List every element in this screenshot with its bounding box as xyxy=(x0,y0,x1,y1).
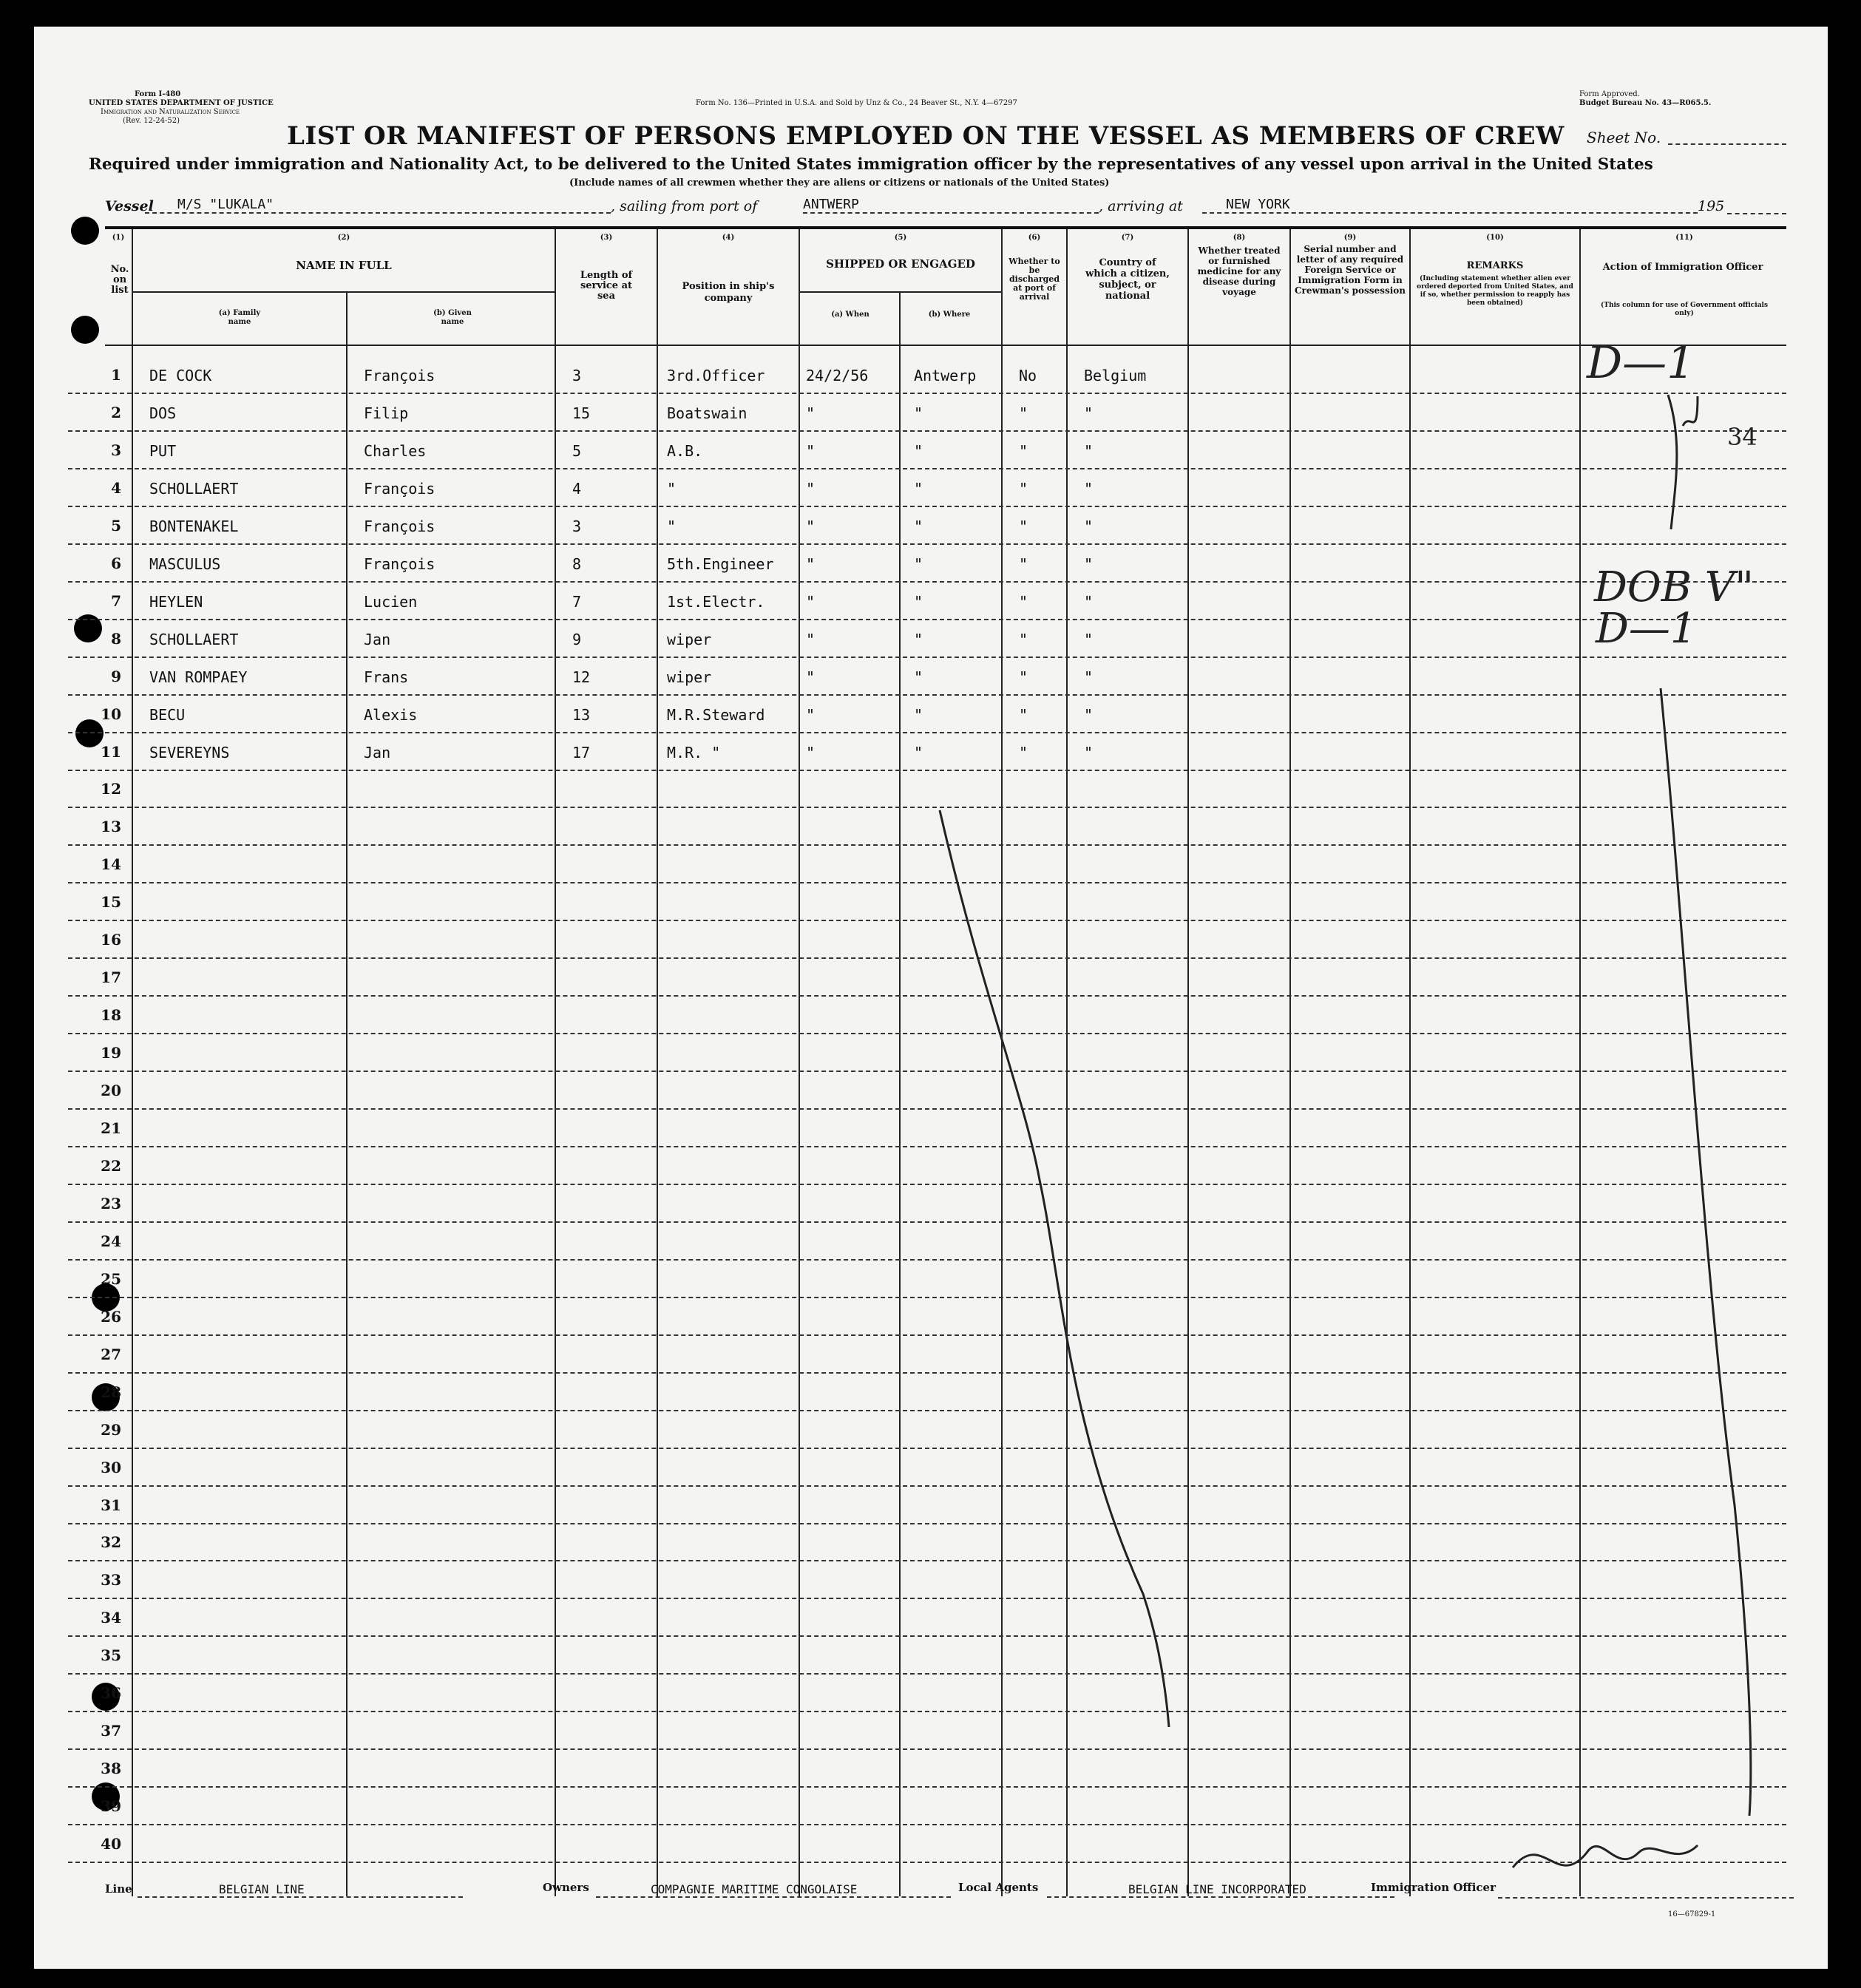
row-number: 25 xyxy=(101,1269,121,1288)
length-of-service: 12 xyxy=(572,668,591,686)
position: 1st.Electr. xyxy=(667,592,765,611)
port-of-arrival: NEW YORK xyxy=(1202,197,1698,214)
row-number: 18 xyxy=(101,1006,121,1025)
row-number: 15 xyxy=(101,893,121,912)
length-of-service: 9 xyxy=(572,630,582,648)
service-name: Immigration and Naturalization Service xyxy=(101,108,240,116)
length-of-service: 4 xyxy=(572,479,582,498)
local-agents-value: BELGIAN LINE INCORPORATED xyxy=(1047,1882,1394,1898)
col-9-number: (9) xyxy=(1343,234,1357,242)
revision: (Rev. 12-24-52) xyxy=(123,117,180,125)
row-number: 39 xyxy=(101,1797,121,1816)
country: " xyxy=(1084,630,1094,648)
discharged: " xyxy=(1019,592,1028,611)
family-name: SEVEREYNS xyxy=(149,743,230,761)
given-name: Charles xyxy=(364,441,427,460)
discharged: " xyxy=(1019,630,1028,648)
col-10-header: REMARKS xyxy=(1466,260,1524,271)
family-name: MASCULUS xyxy=(149,554,221,573)
shipped-where: " xyxy=(914,554,923,573)
row-number: 14 xyxy=(101,855,121,874)
shipped-where: " xyxy=(914,630,923,648)
country: " xyxy=(1084,705,1094,724)
row-number: 26 xyxy=(101,1307,121,1326)
row-number: 8 xyxy=(111,629,121,648)
col-7-header: Country of which a citizen, subject, or national xyxy=(1085,257,1170,302)
row-number: 40 xyxy=(101,1835,121,1853)
row-number: 13 xyxy=(101,818,121,836)
port-of-departure: ANTWERP xyxy=(803,197,1099,214)
row-number: 21 xyxy=(101,1119,121,1137)
row-number: 34 xyxy=(101,1609,121,1627)
row-number: 3 xyxy=(111,441,121,459)
col-1-number: (1) xyxy=(112,234,125,242)
discharged: " xyxy=(1019,554,1028,573)
col-11-note: (This column for use of Government officials only) xyxy=(1600,302,1769,317)
row-number: 23 xyxy=(101,1194,121,1212)
officer-count: 34 xyxy=(1727,423,1757,451)
shipped-when: " xyxy=(806,743,816,761)
given-name: François xyxy=(364,367,435,384)
country: " xyxy=(1084,517,1094,535)
row-number: 16 xyxy=(101,931,121,949)
row-number: 30 xyxy=(101,1458,121,1476)
length-of-service: 5 xyxy=(572,441,582,460)
include-note: (Include names of all crewmen whether they are aliens or citizens or nationals of the United States) xyxy=(569,177,1110,189)
row-number: 10 xyxy=(101,705,121,723)
year-label: 195 xyxy=(1698,198,1725,214)
discharged: " xyxy=(1019,668,1028,686)
discharged: No xyxy=(1019,367,1037,384)
col-1-header: No. on list xyxy=(110,264,129,296)
shipped-when: " xyxy=(806,705,816,724)
shipped-where: " xyxy=(914,479,923,498)
row-number: 2 xyxy=(111,403,121,421)
col-3-header: Length of service at sea xyxy=(580,270,633,302)
discharged: " xyxy=(1019,404,1028,422)
family-name: VAN ROMPAEY xyxy=(149,668,248,686)
given-name: Filip xyxy=(364,404,409,422)
given-name: Frans xyxy=(364,668,409,686)
shipped-when: " xyxy=(806,592,816,611)
col-5-header: SHIPPED OR ENGAGED xyxy=(826,257,975,271)
col-6-number: (6) xyxy=(1028,234,1041,242)
shipped-where: " xyxy=(914,517,923,535)
discharged: " xyxy=(1019,517,1028,535)
length-of-service: 13 xyxy=(572,705,591,724)
department: UNITED STATES DEPARTMENT OF JUSTICE xyxy=(89,99,274,107)
officer-mark-d1: D—1 xyxy=(1587,337,1695,389)
row-number: 20 xyxy=(101,1082,121,1100)
shipped-where: " xyxy=(914,404,923,422)
position: " xyxy=(667,517,677,535)
position: " xyxy=(667,479,677,498)
country: " xyxy=(1084,479,1094,498)
position: A.B. xyxy=(667,441,703,460)
given-name: Jan xyxy=(364,743,391,761)
shipped-when: 24/2/56 xyxy=(806,367,869,384)
family-name: DOS xyxy=(149,404,177,422)
form-id: Form I-480 xyxy=(135,90,181,98)
country: " xyxy=(1084,441,1094,460)
col-5b-header: (b) Where xyxy=(928,311,971,319)
shipped-where: Antwerp xyxy=(914,367,977,384)
shipped-when: " xyxy=(806,441,816,460)
length-of-service: 3 xyxy=(572,517,582,535)
country: " xyxy=(1084,668,1094,686)
row-number: 5 xyxy=(111,516,121,535)
row-number: 7 xyxy=(111,591,121,610)
given-name: Alexis xyxy=(364,705,418,724)
col-9-header: Serial number and letter of any required Foreign Service or Immigration Form in Crewman's possession xyxy=(1295,244,1406,296)
row-number: 35 xyxy=(101,1646,121,1665)
shipped-where: " xyxy=(914,743,923,761)
position: wiper xyxy=(667,630,712,648)
given-name: Lucien xyxy=(364,592,418,611)
row-number: 4 xyxy=(111,478,121,497)
row-number: 11 xyxy=(101,742,121,761)
col-10-number: (10) xyxy=(1486,234,1504,242)
country: " xyxy=(1084,404,1094,422)
shipped-when: " xyxy=(806,630,816,648)
country: Belgium xyxy=(1084,367,1147,384)
printer-note: Form No. 136—Printed in U.S.A. and Sold by Unz & Co., 24 Beaver St., N.Y. 4—67297 xyxy=(696,99,1017,107)
position: 3rd.Officer xyxy=(667,367,765,384)
shipped-when: " xyxy=(806,668,816,686)
discharged: " xyxy=(1019,705,1028,724)
length-of-service: 17 xyxy=(572,743,591,761)
officer-mark-d1b: D—1 xyxy=(1596,605,1697,653)
country: " xyxy=(1084,554,1094,573)
row-number: 31 xyxy=(101,1496,121,1514)
row-number: 27 xyxy=(101,1345,121,1363)
shipped-where: " xyxy=(914,705,923,724)
position: M.R. " xyxy=(667,743,721,761)
col-8-header: Whether treated or furnished medicine for any disease during voyage xyxy=(1197,245,1281,297)
position: Boatswain xyxy=(667,404,748,422)
sailing-label: , sailing from port of xyxy=(611,198,758,214)
row-number: 24 xyxy=(101,1232,121,1250)
family-name: SCHOLLAERT xyxy=(149,630,239,648)
shipped-when: " xyxy=(806,517,816,535)
owners-value: COMPAGNIE MARITIME CONGOLAISE xyxy=(596,1882,951,1898)
row-number: 37 xyxy=(101,1722,121,1740)
col-5-number: (5) xyxy=(894,234,907,242)
family-name: BECU xyxy=(149,705,186,724)
vessel-label: Vessel xyxy=(105,198,154,214)
row-number: 29 xyxy=(101,1420,121,1439)
page-title: LIST OR MANIFEST OF PERSONS EMPLOYED ON THE VESSEL AS MEMBERS OF CREW xyxy=(287,121,1565,151)
hand-strokes xyxy=(34,27,1828,1969)
given-name: Jan xyxy=(364,630,391,648)
col-10-note: (Including statement whether alien ever ordered deported from United States, and if so, whether permission to reapply has been obtained) xyxy=(1417,275,1573,307)
col-7-number: (7) xyxy=(1121,234,1134,242)
form-approved: Form Approved. xyxy=(1579,90,1640,98)
col-2b-header: (b) Given name xyxy=(433,309,472,326)
shipped-when: " xyxy=(806,554,816,573)
col-2-header: NAME IN FULL xyxy=(296,259,392,272)
col-6-header: Whether to be discharged at port of arrival xyxy=(1009,257,1060,302)
discharged: " xyxy=(1019,743,1028,761)
shipped-when: " xyxy=(806,404,816,422)
row-number: 28 xyxy=(101,1383,121,1401)
row-number: 32 xyxy=(101,1533,121,1552)
col-3-number: (3) xyxy=(600,234,613,242)
given-name: François xyxy=(364,517,435,535)
length-of-service: 3 xyxy=(572,367,582,384)
shipped-when: " xyxy=(806,479,816,498)
vessel-name: M/S "LUKALA" xyxy=(145,197,611,214)
family-name: DE COCK xyxy=(149,367,212,384)
position: wiper xyxy=(667,668,712,686)
col-11-number: (11) xyxy=(1675,234,1693,242)
family-name: SCHOLLAERT xyxy=(149,479,239,498)
budget-bureau: Budget Bureau No. 43—R065.5. xyxy=(1579,99,1712,107)
row-number: 17 xyxy=(101,968,121,987)
country: " xyxy=(1084,743,1094,761)
length-of-service: 15 xyxy=(572,404,591,422)
shipped-where: " xyxy=(914,441,923,460)
subtitle: Required under immigration and Nationality Act, to be delivered to the United States immigration officer by the representatives of any vessel upon arrival in the United States xyxy=(89,155,1653,174)
row-number: 12 xyxy=(101,780,121,798)
col-4-header: Position in ship's company xyxy=(682,281,775,304)
discharged: " xyxy=(1019,441,1028,460)
row-number: 38 xyxy=(101,1760,121,1778)
given-name: François xyxy=(364,479,435,498)
row-number: 33 xyxy=(101,1571,121,1590)
row-number: 19 xyxy=(101,1044,121,1062)
family-name: HEYLEN xyxy=(149,592,203,611)
immigration-officer-field xyxy=(1498,1897,1794,1899)
length-of-service: 8 xyxy=(572,554,582,573)
row-number: 22 xyxy=(101,1156,121,1175)
sheet-no-label: Sheet No. xyxy=(1587,129,1661,146)
row-number: 9 xyxy=(111,667,121,685)
col-8-number: (8) xyxy=(1233,234,1246,242)
row-number: 6 xyxy=(111,554,121,572)
position: 5th.Engineer xyxy=(667,554,774,573)
line-label: Line xyxy=(105,1882,132,1896)
family-name: PUT xyxy=(149,441,177,460)
row-number: 1 xyxy=(111,366,121,384)
immigration-officer-label: Immigration Officer xyxy=(1371,1881,1496,1894)
discharged: " xyxy=(1019,479,1028,498)
manifest-sheet xyxy=(34,27,1828,1969)
form-code: 16—67829-1 xyxy=(1668,1910,1716,1919)
position: M.R.Steward xyxy=(667,705,765,724)
col-11-header: Action of Immigration Officer xyxy=(1602,262,1763,273)
given-name: François xyxy=(364,554,435,573)
shipped-where: " xyxy=(914,668,923,686)
col-2a-header: (a) Family name xyxy=(218,309,261,326)
row-number: 36 xyxy=(101,1684,121,1703)
arriving-label: , arriving at xyxy=(1099,198,1183,214)
family-name: BONTENAKEL xyxy=(149,517,239,535)
officer-mark-dob: DOB V" xyxy=(1594,563,1754,611)
line-value: BELGIAN LINE xyxy=(138,1882,463,1898)
col-4-number: (4) xyxy=(722,234,735,242)
col-2-number: (2) xyxy=(337,234,350,242)
shipped-where: " xyxy=(914,592,923,611)
local-agents-label: Local Agents xyxy=(958,1881,1039,1894)
country: " xyxy=(1084,592,1094,611)
col-5a-header: (a) When xyxy=(831,311,870,319)
owners-label: Owners xyxy=(543,1881,589,1894)
length-of-service: 7 xyxy=(572,592,582,611)
